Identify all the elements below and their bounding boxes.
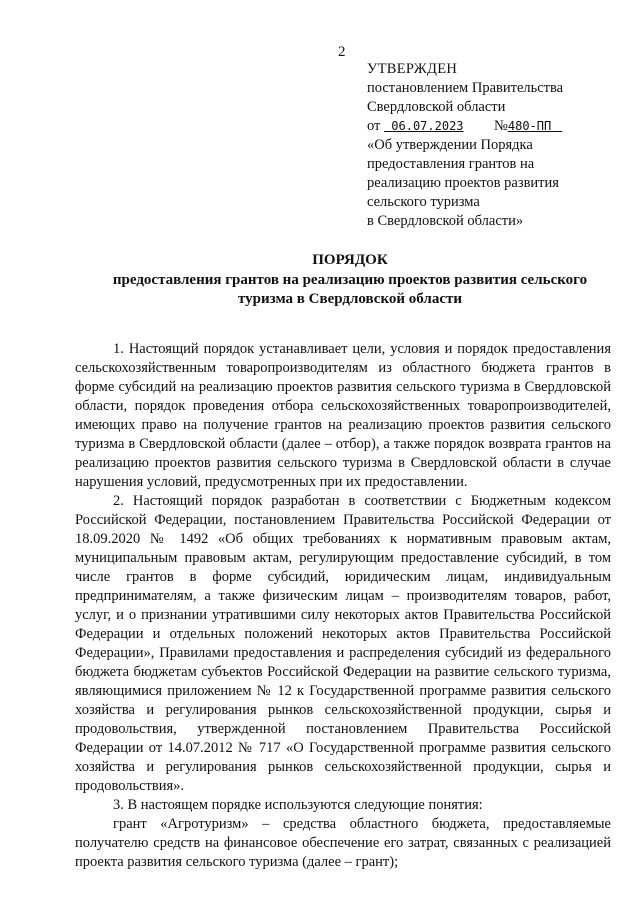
approval-title: УТВЕРЖДЕН	[367, 61, 458, 77]
approval-subject-line-5: в Свердловской области»	[367, 213, 524, 229]
date-value: 06.07.2023	[391, 119, 464, 133]
number-prefix: №	[494, 118, 508, 134]
document-subtitle-line-2: туризма в Свердловской области	[237, 291, 463, 307]
page-number: 2	[338, 44, 346, 60]
document-body	[75, 340, 611, 872]
approval-subject-line-4: сельского туризма	[367, 194, 480, 210]
paragraph-2: 2. Настоящий порядок разработан в соответствии с Бюджетным кодексом Российской Федерации, постановлением Правительства Российской Федерации от 18.09.2020 № 1492 «Об общих требованиях к нормативным правовым актам, муниципальным правовым актам, регулирующим предоставление субсидий, в том числе грантов в форме субсидий, юридическим лицам, индивидуальным предпринимателям, а также физическим лицам – производителям товаров, работ, услуг, и о признании утратившими силу некоторых актов Правительства Российской Федерации и отдельных положений некоторых актов Правительства Российской Федерации», Правилами предоставления и распределения субсидий из федерального бюджета бюджетам субъектов Российской Федерации на развитие сельского туризма, являющимися приложением № 12 к Государственной программе развития сельского хозяйства и регулирования рынков сельскохозяйственной продукции, сырья и продовольствия, утвержденной постановлением Правительства Российской Федерации от 14.07.2012 № 717 «О Государственной программе развития сельского хозяйства и регулирования рынков сельскохозяйственной продукции, сырья и продовольствия».	[75, 493, 611, 794]
approval-subject-line-3: реализацию проектов развития	[367, 175, 559, 191]
document-title: ПОРЯДОК	[312, 252, 388, 268]
date-prefix: от	[367, 118, 381, 134]
paragraph-3: 3. В настоящем порядке используются следующие понятия:	[113, 797, 483, 813]
approval-dateline	[367, 117, 627, 136]
approval-subject-line-2: предоставления грантов на	[367, 156, 535, 172]
date-field	[384, 117, 494, 136]
approval-line-2: Свердловской области	[367, 99, 506, 115]
approval-line-1: постановлением Правительства	[367, 80, 564, 96]
paragraph-4: грант «Агротуризм» – средства областного бюджета, предоставляемые получателю средств на финансовое обеспечение его затрат, связанных с реализацией проекта развития сельского туризма (далее – грант);	[75, 816, 611, 870]
approval-subject-line-1: «Об утверждении Порядка	[367, 137, 533, 153]
number-field	[508, 117, 570, 136]
document-subtitle-line-1: предоставления грантов на реализацию проектов развития сельского	[112, 272, 588, 288]
approval-block	[367, 60, 627, 231]
paragraph-1: 1. Настоящий порядок устанавливает цели, условия и порядок предоставления сельскохозяйственным товаропроизводителям из областного бюджета грантов в форме субсидий на реализацию проектов развития сельского туризма в Свердловской области, порядок проведения отбора сельскохозяйственных товаропроизводителей, имеющих право на получение грантов на реализацию проектов развития сельского туризма в Свердловской области (далее – отбор), а также порядок возврата грантов на реализацию проектов развития сельского туризма в Свердловской области в случае нарушения условий, предусмотренных при их предоставлении.	[75, 341, 611, 490]
number-value: 480-ПП	[507, 119, 552, 133]
